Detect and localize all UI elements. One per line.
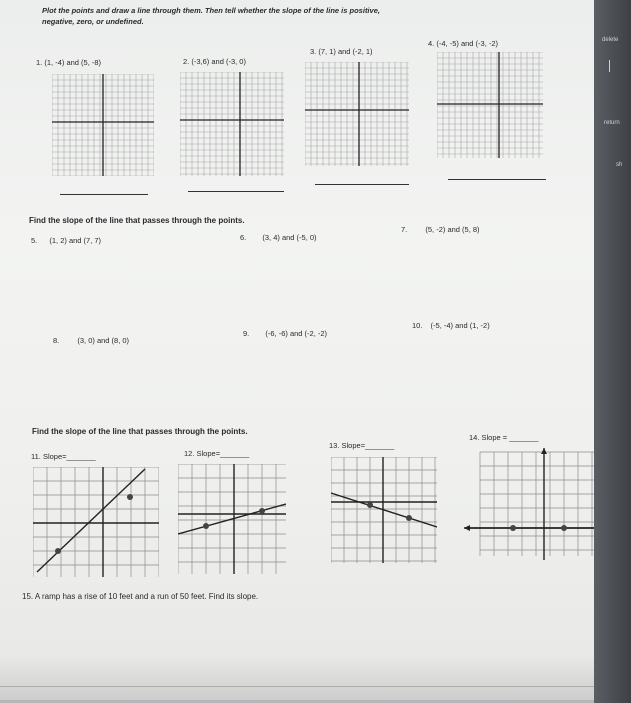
problem-number: 4.	[428, 39, 435, 48]
problem-3-label	[310, 47, 373, 56]
problem-points: (5, -2) and (5, 8)	[425, 225, 480, 234]
graph-2-grid	[180, 72, 284, 176]
graph-4-grid	[437, 52, 543, 158]
problem-number: 2.	[183, 57, 190, 66]
graph-13	[331, 457, 437, 563]
graph-11	[33, 467, 159, 577]
problem-2-label	[183, 57, 246, 66]
point	[127, 494, 133, 500]
return-key[interactable]: return	[604, 120, 620, 126]
problem-8	[53, 336, 129, 345]
problem-13-label: 13. Slope=_______	[329, 441, 395, 450]
photo-shadow	[0, 655, 618, 703]
problem-points: (-3,6) and (-3, 0)	[191, 57, 246, 66]
instructions-line-2: negative, zero, or undefined.	[42, 17, 144, 26]
problem-points: (-6, -6) and (-2, -2)	[265, 329, 328, 338]
graph-1-grid	[52, 74, 154, 176]
answer-line-2[interactable]	[188, 191, 284, 192]
delete-key[interactable]: delete	[602, 37, 619, 43]
point	[367, 502, 373, 508]
problem-9	[243, 329, 327, 338]
instructions-line-1: Plot the points and draw a line through them. Then tell whether the slope of the line is positive,	[42, 6, 380, 15]
point	[561, 525, 567, 531]
problem-number: 6.	[240, 233, 247, 242]
problem-11-label: 11. Slope=_______	[31, 452, 96, 461]
point	[510, 525, 516, 531]
problem-4-label	[428, 39, 498, 48]
problem-points: (1, 2) and (7, 7)	[49, 236, 102, 245]
shift-key[interactable]: sh	[616, 162, 623, 168]
problem-number: 9.	[243, 329, 250, 338]
problem-number: 5.	[31, 236, 38, 245]
problem-1-label	[36, 58, 101, 67]
problem-10	[412, 321, 490, 330]
problem-14-label: 14. Slope = _______	[469, 433, 539, 442]
problem-number: 10.	[412, 321, 423, 330]
point	[259, 508, 265, 514]
problem-15: 15. A ramp has a rise of 10 feet and a run of 50 feet. Find its slope.	[22, 592, 259, 601]
problem-points: (3, 0) and (8, 0)	[77, 336, 130, 345]
problem-points: (7, 1) and (-2, 1)	[318, 47, 373, 56]
problem-points: (3, 4) and (-5, 0)	[262, 233, 317, 242]
problem-number: 8.	[53, 336, 60, 345]
problem-points: (-5, -4) and (1, -2)	[430, 321, 490, 330]
point	[55, 548, 61, 554]
answer-line-3[interactable]	[315, 184, 409, 185]
part-2-heading: Find the slope of the line that passes through the points.	[29, 216, 245, 225]
problem-points: (-4, -5) and (-3, -2)	[436, 39, 499, 48]
problem-number: 1.	[36, 58, 43, 67]
point	[406, 515, 412, 521]
problem-points: (1, -4) and (5, -8)	[44, 58, 102, 67]
problem-7	[401, 225, 480, 234]
problem-5	[31, 236, 101, 245]
problem-6	[240, 233, 317, 242]
graph-3-grid	[305, 62, 409, 166]
problem-number: 7.	[401, 225, 408, 234]
problem-12-label: 12. Slope=_______	[184, 449, 250, 458]
keyboard-edge	[594, 0, 631, 703]
answer-line-1[interactable]	[60, 194, 148, 195]
graph-12	[178, 464, 286, 574]
point	[203, 523, 209, 529]
part-3-heading: Find the slope of the line that passes through the points.	[32, 427, 248, 436]
graph-14	[462, 448, 610, 560]
key-divider	[609, 60, 610, 72]
answer-line-4[interactable]	[448, 179, 546, 180]
problem-number: 3.	[310, 47, 317, 56]
